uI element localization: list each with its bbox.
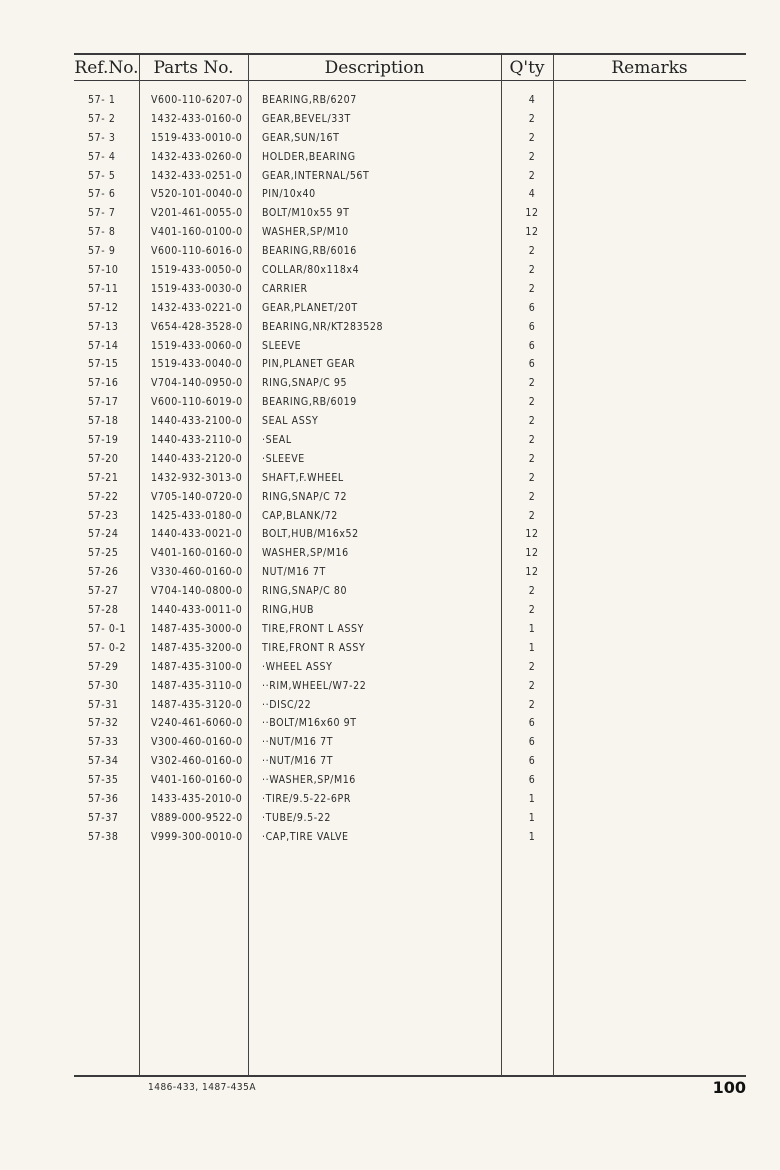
table-row (0, 450, 780, 469)
quantity-cell: 2 (528, 264, 536, 277)
ref-cell: 57-17 (88, 396, 119, 409)
description-cell: BEARING,RB/6207 (262, 94, 357, 106)
table-row (0, 563, 780, 582)
quantity-cell: 2 (528, 679, 536, 692)
description-cell: CAP,BLANK/72 (262, 509, 338, 522)
ref-cell: 57-25 (88, 547, 119, 560)
table-row (0, 318, 780, 337)
ref-cell: 57- 0-2 (88, 641, 127, 654)
description-cell: SEAL ASSY (262, 415, 319, 428)
ref-cell: 57-38 (88, 830, 119, 843)
description-cell: SHAFT,F.WHEEL (262, 471, 344, 484)
ref-cell: 57-16 (88, 377, 119, 390)
ref-cell: 57- 5 (88, 169, 116, 182)
quantity-cell: 4 (528, 94, 536, 106)
header-rule (74, 80, 746, 81)
description-cell: GEAR,SUN/16T (262, 131, 340, 144)
quantity-cell: 6 (528, 301, 536, 314)
part-number-cell: V401-160-0160-0 (151, 547, 243, 560)
description-cell: COLLAR/80x118x4 (262, 264, 360, 277)
ref-cell: 57-24 (88, 528, 119, 541)
part-number-cell: V240-461-6060-0 (151, 717, 243, 730)
table-row (0, 223, 780, 242)
table-row (0, 129, 780, 148)
table-row (0, 658, 780, 677)
description-cell: HOLDER,BEARING (262, 150, 356, 163)
description-cell: BEARING,RB/6016 (262, 245, 357, 258)
quantity-cell: 2 (528, 471, 536, 484)
parts-table-body (0, 91, 780, 847)
part-number-cell: 1432-932-3013-0 (151, 471, 243, 484)
part-number-cell: 1440-433-2120-0 (151, 452, 243, 465)
quantity-cell: 2 (528, 509, 536, 522)
ref-cell: 57-21 (88, 471, 119, 484)
description-cell: ··NUT/M16 7T (262, 736, 334, 749)
ref-cell: 57-33 (88, 736, 119, 749)
part-number-cell: 1519-433-0040-0 (151, 358, 243, 371)
quantity-cell: 12 (525, 207, 539, 220)
table-row (0, 544, 780, 563)
quantity-cell: 1 (528, 830, 536, 843)
ref-cell: 57- 4 (88, 150, 116, 163)
description-cell: ·SEAL (262, 434, 292, 447)
description-cell: GEAR,PLANET/20T (262, 301, 358, 314)
quantity-cell: 2 (528, 585, 536, 598)
ref-cell: 57-36 (88, 792, 119, 805)
ref-cell: 57-22 (88, 490, 119, 503)
header-remarks: Remarks (611, 58, 688, 78)
table-row (0, 525, 780, 544)
part-number-cell: 1519-433-0050-0 (151, 264, 243, 277)
quantity-cell: 4 (528, 188, 536, 201)
part-number-cell: 1519-433-0030-0 (151, 282, 243, 295)
table-row (0, 431, 780, 450)
table-row (0, 167, 780, 186)
description-cell: ··NUT/M16 7T (262, 755, 334, 768)
ref-cell: 57- 0-1 (88, 622, 127, 635)
quantity-cell: 1 (528, 622, 536, 635)
part-number-cell: 1519-433-0060-0 (151, 339, 243, 352)
quantity-cell: 2 (528, 169, 536, 182)
ref-cell: 57-28 (88, 604, 119, 617)
part-number-cell: V654-428-3528-0 (151, 320, 243, 333)
table-row (0, 91, 780, 110)
table-row (0, 355, 780, 374)
description-cell: RING,SNAP/C 95 (262, 377, 348, 390)
description-cell: BOLT/M10x55 9T (262, 207, 350, 220)
table-row (0, 374, 780, 393)
ref-cell: 57- 9 (88, 245, 116, 258)
quantity-cell: 6 (528, 717, 536, 730)
quantity-cell: 2 (528, 131, 536, 144)
ref-cell: 57-12 (88, 301, 119, 314)
description-cell: TIRE,FRONT L ASSY (262, 622, 365, 635)
ref-cell: 57-10 (88, 264, 119, 277)
description-cell: GEAR,BEVEL/33T (262, 112, 351, 125)
table-row (0, 204, 780, 223)
table-row (0, 639, 780, 658)
table-row (0, 469, 780, 488)
table-row (0, 337, 780, 356)
description-cell: ·SLEEVE (262, 452, 305, 465)
part-number-cell: 1487-435-3000-0 (151, 622, 243, 635)
table-row (0, 488, 780, 507)
table-row (0, 110, 780, 129)
description-cell: NUT/M16 7T (262, 566, 326, 579)
part-number-cell: 1432-433-0251-0 (151, 169, 243, 182)
ref-cell: 57-27 (88, 585, 119, 598)
part-number-cell: 1440-433-0021-0 (151, 528, 243, 541)
part-number-cell: 1440-433-2110-0 (151, 434, 243, 447)
part-number-cell: 1487-435-3110-0 (151, 679, 243, 692)
part-number-cell: 1487-435-3120-0 (151, 698, 243, 711)
table-row (0, 242, 780, 261)
quantity-cell: 2 (528, 698, 536, 711)
quantity-cell: 2 (528, 396, 536, 409)
footer-model-code: 1486-433, 1487-435A (148, 1082, 256, 1093)
page-number: 100 (712, 1078, 746, 1097)
part-number-cell: 1433-435-2010-0 (151, 792, 243, 805)
part-number-cell: V999-300-0010-0 (151, 830, 243, 843)
quantity-cell: 12 (525, 547, 539, 560)
quantity-cell: 2 (528, 245, 536, 258)
quantity-cell: 2 (528, 377, 536, 390)
part-number-cell: V600-110-6016-0 (151, 245, 243, 258)
description-cell: ·TIRE/9.5-22-6PR (262, 792, 351, 805)
part-number-cell: V401-160-0160-0 (151, 774, 243, 787)
quantity-cell: 6 (528, 320, 536, 333)
table-row (0, 790, 780, 809)
quantity-cell: 2 (528, 490, 536, 503)
description-cell: PIN,PLANET GEAR (262, 358, 356, 371)
ref-cell: 57-35 (88, 774, 119, 787)
ref-cell: 57- 7 (88, 207, 116, 220)
table-row (0, 299, 780, 318)
description-cell: TIRE,FRONT R ASSY (262, 641, 366, 654)
description-cell: BOLT,HUB/M16x52 (262, 528, 359, 541)
ref-cell: 57-19 (88, 434, 119, 447)
table-row (0, 828, 780, 847)
quantity-cell: 2 (528, 150, 536, 163)
quantity-cell: 2 (528, 434, 536, 447)
ref-cell: 57-32 (88, 717, 119, 730)
part-number-cell: 1432-433-0260-0 (151, 150, 243, 163)
ref-cell: 57-18 (88, 415, 119, 428)
ref-cell: 57-30 (88, 679, 119, 692)
header-parts-no: Parts No. (153, 58, 234, 78)
part-number-cell: 1432-433-0160-0 (151, 112, 243, 125)
header-ref: Ref.No. (74, 58, 139, 78)
quantity-cell: 6 (528, 358, 536, 371)
part-number-cell: 1440-433-2100-0 (151, 415, 243, 428)
part-number-cell: 1519-433-0010-0 (151, 131, 243, 144)
description-cell: ·WHEEL ASSY (262, 660, 333, 673)
description-cell: ··BOLT/M16x60 9T (262, 717, 357, 730)
quantity-cell: 1 (528, 792, 536, 805)
description-cell: WASHER,SP/M16 (262, 547, 349, 560)
part-number-cell: 1487-435-3100-0 (151, 660, 243, 673)
description-cell: ··RIM,WHEEL/W7-22 (262, 679, 367, 692)
quantity-cell: 6 (528, 339, 536, 352)
table-row (0, 733, 780, 752)
part-number-cell: V889-000-9522-0 (151, 811, 243, 824)
description-cell: WASHER,SP/M10 (262, 226, 349, 239)
quantity-cell: 6 (528, 755, 536, 768)
quantity-cell: 2 (528, 660, 536, 673)
part-number-cell: V300-460-0160-0 (151, 736, 243, 749)
table-row (0, 677, 780, 696)
part-number-cell: 1425-433-0180-0 (151, 509, 243, 522)
part-number-cell: V705-140-0720-0 (151, 490, 243, 503)
quantity-cell: 6 (528, 774, 536, 787)
description-cell: PIN/10x40 (262, 188, 316, 201)
table-row (0, 771, 780, 790)
description-cell: ·CAP,TIRE VALVE (262, 830, 349, 843)
part-number-cell: V201-461-0055-0 (151, 207, 243, 220)
ref-cell: 57-34 (88, 755, 119, 768)
table-row (0, 809, 780, 828)
ref-cell: 57- 3 (88, 131, 116, 144)
part-number-cell: V704-140-0800-0 (151, 585, 243, 598)
table-bottom-rule (74, 1075, 746, 1077)
table-row (0, 261, 780, 280)
header-description: Description (324, 58, 425, 78)
header-qty: Q'ty (509, 58, 545, 78)
part-number-cell: V401-160-0100-0 (151, 226, 243, 239)
table-row (0, 620, 780, 639)
description-cell: BEARING,NR/KT283528 (262, 320, 384, 333)
ref-cell: 57-23 (88, 509, 119, 522)
ref-cell: 57-15 (88, 358, 119, 371)
part-number-cell: 1440-433-0011-0 (151, 604, 243, 617)
description-cell: RING,SNAP/C 80 (262, 585, 348, 598)
part-number-cell: V600-110-6207-0 (151, 94, 243, 106)
ref-cell: 57-11 (88, 282, 119, 295)
quantity-cell: 2 (528, 452, 536, 465)
quantity-cell: 2 (528, 415, 536, 428)
quantity-cell: 6 (528, 736, 536, 749)
table-row (0, 696, 780, 715)
ref-cell: 57-20 (88, 452, 119, 465)
description-cell: RING,SNAP/C 72 (262, 490, 348, 503)
table-row (0, 601, 780, 620)
part-number-cell: 1487-435-3200-0 (151, 641, 243, 654)
table-row (0, 412, 780, 431)
ref-cell: 57- 6 (88, 188, 116, 201)
description-cell: GEAR,INTERNAL/56T (262, 169, 370, 182)
ref-cell: 57-31 (88, 698, 119, 711)
table-row (0, 582, 780, 601)
ref-cell: 57- 2 (88, 112, 116, 125)
table-row (0, 280, 780, 299)
description-cell: BEARING,RB/6019 (262, 396, 357, 409)
description-cell: ··DISC/22 (262, 698, 312, 711)
table-row (0, 507, 780, 526)
part-number-cell: 1432-433-0221-0 (151, 301, 243, 314)
ref-cell: 57- 8 (88, 226, 116, 239)
quantity-cell: 12 (525, 528, 539, 541)
description-cell: RING,HUB (262, 604, 315, 617)
ref-cell: 57-29 (88, 660, 119, 673)
ref-cell: 57-26 (88, 566, 119, 579)
description-cell: ·TUBE/9.5-22 (262, 811, 331, 824)
description-cell: CARRIER (262, 282, 308, 295)
description-cell: SLEEVE (262, 339, 302, 352)
part-number-cell: V520-101-0040-0 (151, 188, 243, 201)
ref-cell: 57-14 (88, 339, 119, 352)
part-number-cell: V330-460-0160-0 (151, 566, 243, 579)
quantity-cell: 12 (525, 226, 539, 239)
quantity-cell: 1 (528, 641, 536, 654)
quantity-cell: 2 (528, 282, 536, 295)
ref-cell: 57-13 (88, 320, 119, 333)
table-row (0, 185, 780, 204)
description-cell: ··WASHER,SP/M16 (262, 774, 356, 787)
quantity-cell: 2 (528, 112, 536, 125)
table-row (0, 148, 780, 167)
table-row (0, 752, 780, 771)
table-row (0, 393, 780, 412)
quantity-cell: 12 (525, 566, 539, 579)
quantity-cell: 1 (528, 811, 536, 824)
part-number-cell: V600-110-6019-0 (151, 396, 243, 409)
part-number-cell: V704-140-0950-0 (151, 377, 243, 390)
ref-cell: 57- 1 (88, 94, 116, 106)
table-row (0, 714, 780, 733)
part-number-cell: V302-460-0160-0 (151, 755, 243, 768)
quantity-cell: 2 (528, 604, 536, 617)
ref-cell: 57-37 (88, 811, 119, 824)
